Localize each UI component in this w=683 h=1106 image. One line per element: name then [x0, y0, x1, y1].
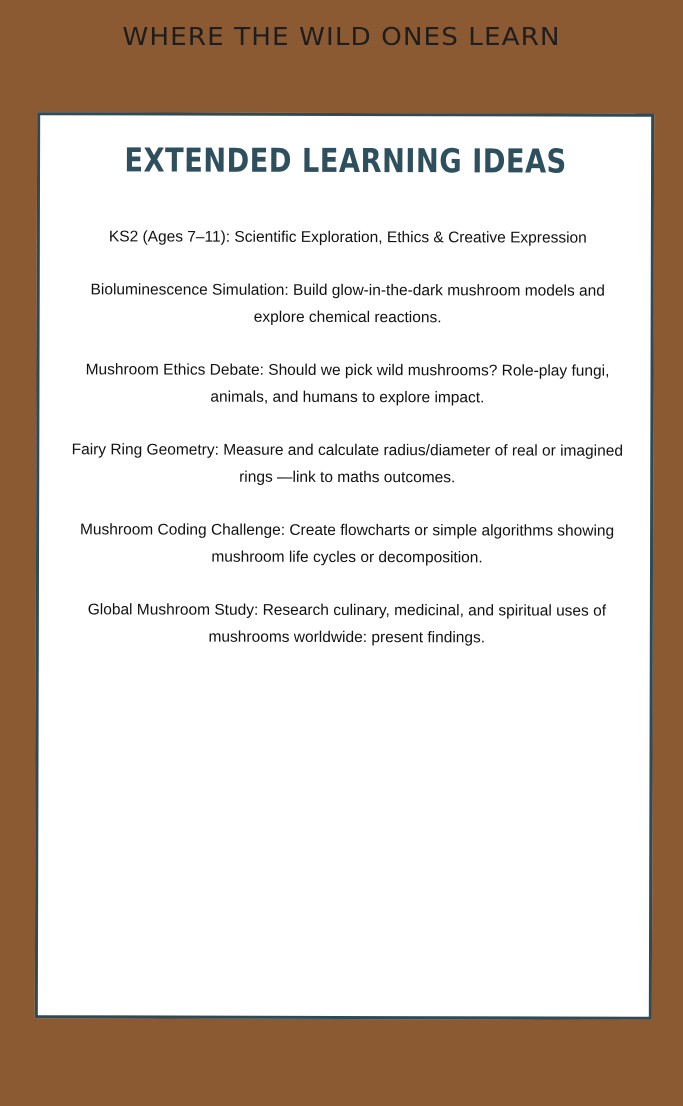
learning-ideas-card	[35, 112, 654, 1020]
idea-bioluminescence: Bioluminescence Simulation: Build glow-in-the-dark mushroom models and explore chemical reactions.	[90, 281, 605, 327]
idea-fairy-ring-geometry: Fairy Ring Geometry: Measure and calculate radius/diameter of real or imagined rings —link to maths outcomes.	[71, 441, 624, 487]
page-header-title: WHERE THE WILD ONES LEARN	[122, 22, 561, 51]
idea-ethics-debate: Mushroom Ethics Debate: Should we pick wild mushrooms? Role-play fungi, animals, and humans to explore impact.	[85, 361, 610, 407]
idea-global-study: Global Mushroom Study: Research culinary, medicinal, and spiritual uses of mushrooms worldwide: present findings.	[87, 601, 607, 647]
key-stage-heading: KS2 (Ages 7–11): Scientific Exploration, Ethics & Creative Expression	[108, 228, 587, 247]
card-title: EXTENDED LEARNING IDEAS	[124, 140, 567, 181]
idea-coding-challenge: Mushroom Coding Challenge: Create flowcharts or simple algorithms showing mushroom life cycles or decomposition.	[79, 521, 615, 567]
card-content	[67, 223, 628, 677]
